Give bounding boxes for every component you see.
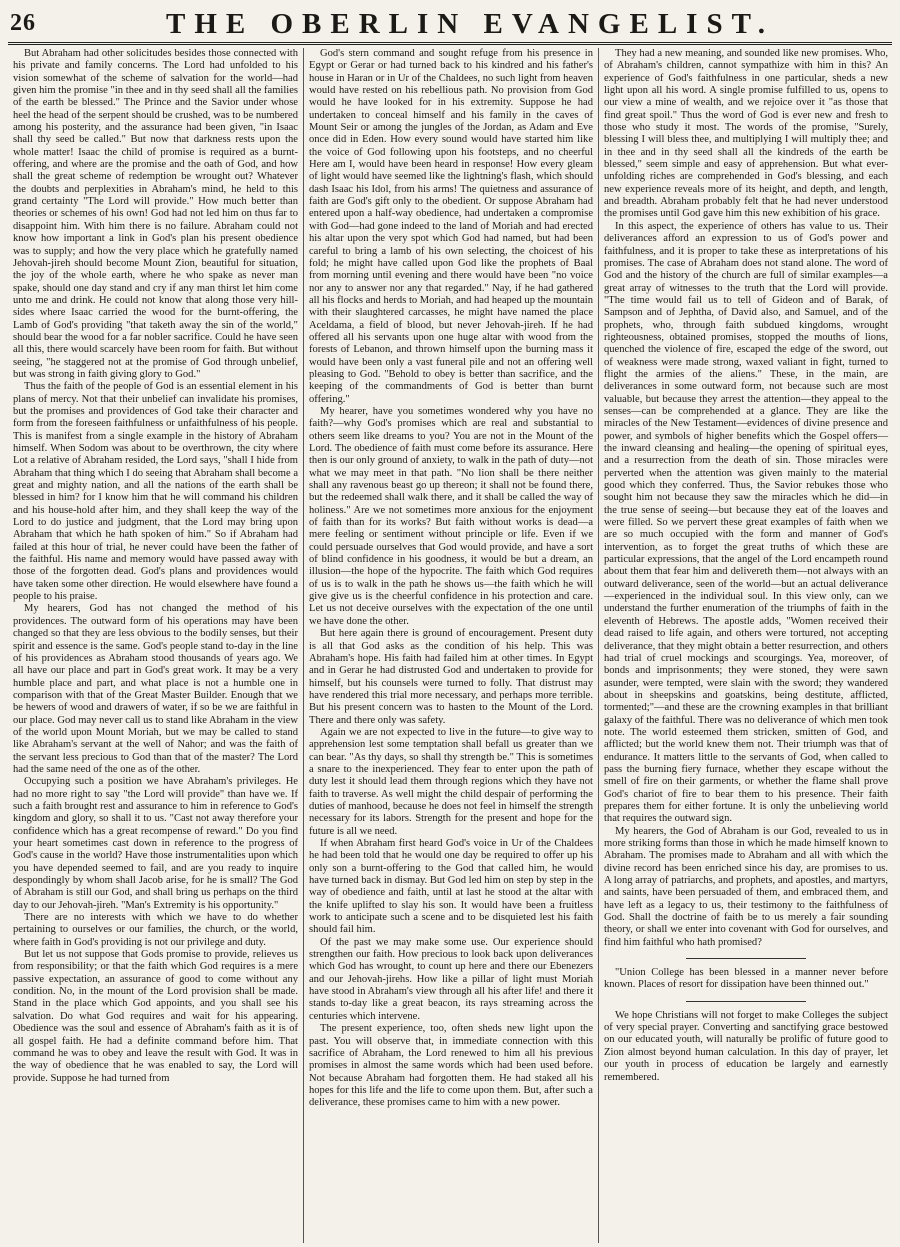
masthead-title: THE OBERLIN EVANGELIST. [165,8,775,40]
paragraph: My hearer, have you sometimes wondered why you have no faith?—why God's promises which are real and substantial to others seem like dreams to you? You are not in the Mount of the Lord. The obedience of faith must come before its assurance. Here then is our only ground of anxiety, to walk in the path of duty—not what we may meet in that path. "No lion shall be there neither shall any ravenous beast go up thereon; it shall not be found there, but the redeemed shall walk there, and it shall be called the way of holiness." Are we not sometimes more anxious for the enjoyment of faith than for its works? But faith without works is dead—a mere feeling or sentiment without principle or life. Even if we could persuade ourselves that God would provide, and have a sort of blind confidence in his goodness, it would be but a dream, an illusion—the hope of the hypocrite. The faith which God requires of us is to walk in the path he shows us—the faith which he will give give us is the cheerful confidence in his protection and care. Let us not deceive ourselves with the expectation of the one until we have done the other. [309,405,593,627]
paragraph: There are no interests with which we have to do whether pertaining to ourselves or our families, the church, or the world, where faith in God's providing is not our privilege and duty. [13,912,298,948]
notice-colleges-prayer: We hope Christians will not forget to make Colleges the subject of very special prayer. Converting and sanctifying grace bestowed on our educated youth, will naturally be prolific of future good to Zion almost beyond human calculation. In this day of prayer, let our youth in process of education be largely and earnestly remembered. [604,1009,888,1083]
notice-union-college: "Union College has been blessed in a manner never before known. Places of resort for dissipation have been thinned out." [604,967,888,991]
paragraph: The present experience, too, often sheds new light upon the past. You will observe that, in immediate connection with this sacrifice of Abraham, the Lord renewed to him all his previous promises in almost the same words which had been used before. Not because Abraham had forgotten them. He had staked all his hopes for this life and the life to come upon them. But, after such a deliverance, these promises came to him with a new power. [309,1023,593,1109]
column-3 [598,48,893,1243]
paragraph: Occupying such a position we have Abraham's privileges. He had no more right to say "the Lord will provide" than have we. If such a faith brought rest and assurance to him in reference to God's kingdom and glory, so shall it to us. "Cast not away therefore your confidence which has a great recompense of reward." Do you find your heart sometimes cast down in reference to the progress of God's cause in the world? Have those instrumentalities upon which you have depended seemed to fail, and are you ready to inquire despondingly by whom shall Jacob arise, for he is small? The God of Abraham is still our God, and shall bring us perhaps on the third day to our Jehovah-jireh. "Man's Extremity is his opportunity." [13,776,298,911]
section-divider [686,1001,806,1002]
paragraph: My hearers, the God of Abraham is our God, revealed to us in more striking forms than those in which he made himself known to Abraham. The promises made to Abraham and all with which the divine record has been enriched since his day, are promises to us. A long array of patriarchs, and prophets, and apostles, and martyrs, and saints, have been persuaded of them, and embraced them, and have left as a legacy to us, their testimony to the faithfulness of God. Shall the doctrine of faith be to us merely a fair sounding theory, or shall we enter into covenant with God for ourselves, and find him faithful who hath promised? [604,825,888,948]
paragraph: But here again there is ground of encouragement. Present duty is all that God asks as the condition of his help. This was Abraham's hope. His faith had failed him at other times. In Egypt and in Gerar he had distrusted God and undertaken to provide for himself, but his counsels were turned to folly. That distrust may have rendered this trial more necessary, and perhaps more terrible. But his present concern was to hasten to the Mount of the Lord. There and there only was safety. [309,628,593,726]
paragraph: Again we are not expected to live in the future—to give way to apprehension lest some temptation shall befall us greater than we can bear. "As thy days, so shall thy strength be." This is sometimes a snare to the inexperienced. They fear to enter upon the path of duty lest it should lead them through regions which they have not faith to traverse. As well might the child despair of performing the duties of manhood, because he does not feel in himself the strength necessary for its labors. Strength for the present and hope for the future is all we need. [309,726,593,837]
paragraph: But let us not suppose that Gods promise to provide, relieves us from responsibility; or that the faith which God requires is a mere passive expectation, an assurance of good to come without any condition. No, in the mount of the Lord provision shall be made. Stand in the place which God appoints, and you shall see his salvation. Do what God requires and wait for his appearing. Obedience was the soul and essence of Abraham's faith as it is of all gospel faith. He had a definite command before him. That command he was to obey and leave the result with God. It was in the way of obedience that he was enabled to say, the Lord will provide. Suppose he had turned from [13,949,298,1084]
header-rule [8,42,892,45]
section-divider [686,958,806,959]
paragraph: God's stern command and sought refuge from his presence in Egypt or Gerar or had turned back to his kindred and his father's house in Haran or in Ur of the Chaldees, no such light from heaven would have rested on his rebellious path. No provision from God would he have looked for in his extremity. Suppose he had undertaken to conceal himself and his family in the caves of Mount Seir or among the jungles of the Jordan, as Adam and Eve once did in Eden. How every sound would have started him like the voice of God following upon his footsteps, and no cheerful Here am I, would have been heard in response! How every gleam of light would have seemed like the lightning's flash, which should dash Isaac his Idol, from his arms! The quietness and assurance of faith are God's gift only to the obedient. Or suppose Abraham had entered upon a half-way obedience, had undertaken a compromise with God—had gone indeed to the land of Moriah and had erected his altar upon the very spot which God had named, but had been careful to bring a lamb of his own selecting, the choicest of his fold; he might have called upon God like the prophets of Baal from morning until evening and there would have been "no voice nor any to answer nor any that regarded." Nay, if he had gathered all his flocks and herds to Moriah, and had heaped up the mountain with their slaughtered carcasses, he might have named the place Aceldama, a field of blood, but never Jehovah-jireh. If he had offered all his servants upon one huge altar with wood from the forests of Lebanon, and thrown himself upon the burning mass it would have been only a vast funeral pile and not an offering well pleasing to God. "Behold to obey is better than sacrifice, and the keeping of the commandments of God is better than burnt offering." [309,48,593,405]
paragraph: My hearers, God has not changed the method of his providences. The outward form of his operations may have been changed so that they are less obvious to the bodily senses, but their spirit and essence is the same. God's people stand to-day in the line of his providences as Abraham stood thousands of years ago. We all have our place and part in God's great work. It may be a very humble place and part, and what place is not a humble one in comparison with that of the Great Master Builder. Enough that we be hewers of wood and drawers of water, if so be we are faithful in our place. God may never call us to stand like Abraham in the view of the world upon Mount Moriah, but we may be called to stand like Abraham's servant at the well of Nahor; and was the faith of the servant less precious to God than that of the master? The Lord had the same need of the one as of the other. [13,603,298,775]
page-header [0,0,900,44]
paragraph: In this aspect, the experience of others has value to us. Their deliverances afford an expression to us of God's power and faithfulness, and it is proper to take these as interpretations of his promises. The case of Abraham does not stand alone. The word of God and the history of the church are full of similar examples—a great array of witnesses to the truth that the Lord will provide. "The time would fail us to tell of Gideon and of Barak, of Sampson and of Jephtha, of David also, and Samuel, and of the prophets, who, through faith subdued kingdoms, wrought righteousness, obtained promises, stopped the mouths of lions, quenched the violence of fire, escaped the edge of the sword, out of weakness were made strong, waxed valiant in fight, turned to flight the armies of the aliens." These, in the main, are deliverances in some outward form, not because such are most valuable, but because they arrest the attention—they appeal to the senses—can be comprehended at a glance. They are like the miracles of the New Testament—evidences of divine presence and power, and symbols of higher benefits which the Gospel offers—the inward cleansing and healing—the opening of spiritual eyes, and a resurrection from the death of sin. Those miracles were perverted when the attention was given mainly to the material good which they conferred. Thus, the Savior rebukes those who sought him not because they saw the miracles which he did—in the true sense of seeing—but because they eat of the loaves and were filled. So we pervert these great examples of faith when we are so much occupied with the form and manner of God's intervention, as to forget the great truths of which these are particular expressions, that the angel of the Lord encampeth round about them that fear him and delivereth them—not always with an outward deliverance, seen of the world—but an actual deliverance—experienced in the individual soul. In this view only, can we understand the further enumeration of the triumphs of faith in the eleventh of Hebrews. The apostle adds, "Women received their dead raised to life again, and others were tortured, not accepting deliverance, that they might obtain a better resurrection, and others had trial of cruel mockings and scourgings. Yea, moreover, of bonds and imprisonments; they were stoned, they were sawn asunder, were tempted, were slain with the sword; they wandered about in sheepskins and goatskins, being destitute, afflicted, tormented;"—and these are the crowning examples in that brilliant galaxy of the faithful. There was no deliverance of which men took note. The world esteemed them stricken, smitten of God, and afflicted; but the world knew them not. Their triumph was that of endurance. It matters little to the servants of God, when called to pass the burning fiery furnace, whether they escape without the smell of fire on their garments, or whether the flame shall prove God's chariot of fire to bear them to his presence. Their faith prepares them for either fortune. It is only the unbelieving world that requires the outward sign. [604,220,888,825]
paragraph: If when Abraham first heard God's voice in Ur of the Chaldees he had been told that he would one day be required to offer up his only son a burnt-offering to the God that called him, he would have turned back in dismay. But God led him on step by step in the way of obedience and faith, until at last he stood at the altar with the knife uplifted to slay his son. It would have been a fruitless work to anticipate such a scene and to be disquieted lest his faith should fail him. [309,838,593,936]
article-columns [8,48,894,1243]
paragraph: They had a new meaning, and sounded like new promises. Who, of Abraham's children, cannot sympathize with him in this? An experience of God's faithfulness in one particular, sheds a new light upon all his word. A single promise fulfilled to us, opens to our view a mine of wealth, and we rejoice over it "as those that find great spoil." Thus the word of God is ever new and fresh to those who study it most. The words of the promise, "Surely, blessing I will bless thee, and multiplying I will multiply thee; and in thee and in thy seed shall all the kindreds of the earth be blessed," seem simple and easy of apprehension. But what ever-unfolding riches are comprehended in God's blessing, and each new experience reveals more of its height, and depth, and length, and breadth. Abraham probably felt that he had never understood the promises until God gave him this new exhibition of his grace. [604,48,888,220]
page-number: 26 [10,10,36,36]
paragraph: Thus the faith of the people of God is an essential element in his plans of mercy. Not that their unbelief can invalidate his promises, but the promises and providences of God take their character and form from the foreseen faithfulness or unfaithfulness of his people. This is manifest from a single example in the history of Abraham himself. When Sodom was about to be overthrown, the city where Lot a relative of Abraham resided, the Lord says, "shall I hide from Abraham that thing which I do seeing that Abraham shall become a great and mighty nation, and all the nations of the earth shall be blessed in him? for I know him that he will command his children and his house-hold after him, and they shall keep the way of the Lord to do justice and judgment, that the Lord may bring upon Abraham that which he hath spoken of him." So if Abraham had failed at this hour of trial, he never could have been the father of the faithful. His name and memory would have passed away with those of the forgotten dead. God's plans and providences would have taken some other direction. He would elsewhere have found a people to his praise. [13,381,298,603]
paragraph: Of the past we may make some use. Our experience should strengthen our faith. How precious to look back upon deliverances which God has wrought, to count up here and there our Ebenezers and our Jehovah-jirehs. How like a pillar of light must Moriah have stood in Abraham's view through all his after life! and there it stands to-day like a great beacon, its rays streaming across the centuries which intervene. [309,936,593,1022]
paragraph: But Abraham had other solicitudes besides those connected with his private and family concerns. The Lord had unfolded to his vision somewhat of the scheme of salvation for the world—had given him the promise "in thee and in thy seed shall all the families of the earth be blessed." The Prince and the Savior under whose heel the head of the serpent should be crushed, was to be numbered among his posterity, and the assurance had been given, "in Isaac shall thy seed be called." But now that darkness rests upon the whole matter! Isaac the child of promise is required as a burnt-offering, and where are the promise and the oath of God, and how shall the great scheme of redemption be wrought out? Whatever the doubts and perplexities in Abraham's mind, he held to this grand certainty "The Lord will provide." How much better than theories or schemes of his own! God had not led him on thus far to disappoint him. With him there is no failure. Abraham could not know how important a link in God's plan his present obedience was to supply; and how the very place which he gratefully named Jehovah-jireh should become Mount Zion, beautiful for situation, the joy of the whole earth, where he who spake as never man spake, should one day stand and cry if any man thirst let him come unto me and drink. He could not know that along those very hill-sides where Isaac carried the wood for the burnt-offering, the Lamb of God's providing "that taketh away the sin of the world," should bear the wood for a far nobler sacrifice. Could he have seen all this, there would scarcely have been room for faith. But without seeing, "he staggered not at the promise of God through unbelief, but was strong in faith giving glory to God." [13,48,298,380]
column-1 [8,48,303,1243]
column-2 [303,48,598,1243]
